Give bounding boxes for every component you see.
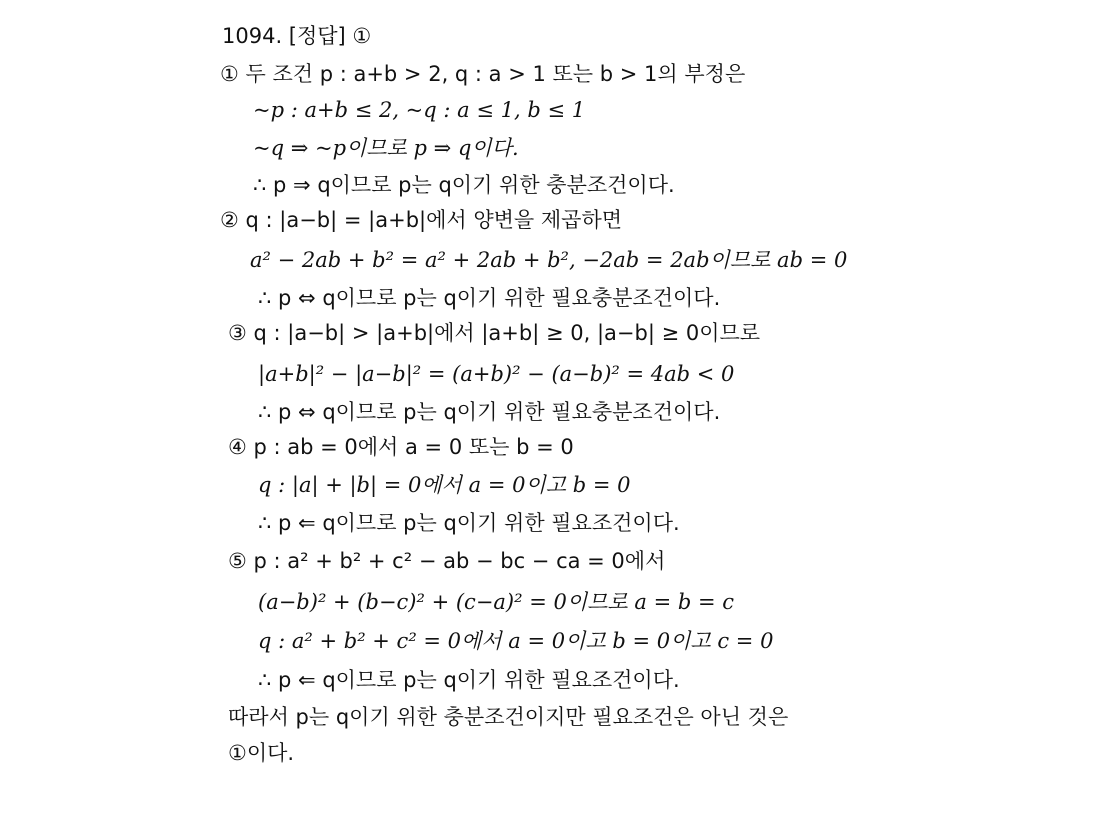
choice-1-line-2: ~p : a+b ≤ 2, ~q : a ≤ 1, b ≤ 1 <box>253 98 586 122</box>
choice-2-line-2: a² − 2ab + b² = a² + 2ab + b², −2ab = 2ab이므로 ab = 0 <box>250 248 848 272</box>
choice-2-line-3: ∴ p ⇔ q이므로 p는 q이기 위한 필요충분조건이다. <box>258 286 721 310</box>
choice-4-line-1: ④ p : ab = 0에서 a = 0 또는 b = 0 <box>228 435 574 459</box>
choice-4-line-3: ∴ p ⇐ q이므로 p는 q이기 위한 필요조건이다. <box>258 511 680 535</box>
choice-3-line-3: ∴ p ⇔ q이므로 p는 q이기 위한 필요충분조건이다. <box>258 400 721 424</box>
choice-5-line-2: (a−b)² + (b−c)² + (c−a)² = 0이므로 a = b = c <box>258 590 734 614</box>
choice-2-line-1: ② q : |a−b| = |a+b|에서 양변을 제곱하면 <box>220 208 623 232</box>
choice-3-line-2: |a+b|² − |a−b|² = (a+b)² − (a−b)² = 4ab < 0 <box>258 362 735 386</box>
choice-1-line-4: ∴ p ⇒ q이므로 p는 q이기 위한 충분조건이다. <box>253 173 675 197</box>
choice-4-line-2: q : |a| + |b| = 0에서 a = 0이고 b = 0 <box>258 473 631 497</box>
choice-1-line-3: ~q ⇒ ~p이므로 p ⇒ q이다. <box>253 136 519 160</box>
choice-5-line-1: ⑤ p : a² + b² + c² − ab − bc − ca = 0에서 <box>228 549 666 573</box>
choice-3-line-1: ③ q : |a−b| > |a+b|에서 |a+b| ≥ 0, |a−b| ≥ 0이므로 <box>228 321 761 345</box>
problem-header: 1094. [정답] ① <box>222 24 372 48</box>
conclusion-line-2: ①이다. <box>228 741 295 765</box>
choice-1-line-1: ① 두 조건 p : a+b > 2, q : a > 1 또는 b > 1의 부정은 <box>220 62 746 86</box>
conclusion-line-1: 따라서 p는 q이기 위한 충분조건이지만 필요조건은 아닌 것은 <box>228 705 789 729</box>
choice-5-line-4: ∴ p ⇐ q이므로 p는 q이기 위한 필요조건이다. <box>258 668 680 692</box>
choice-5-line-3: q : a² + b² + c² = 0에서 a = 0이고 b = 0이고 c = 0 <box>258 629 774 653</box>
